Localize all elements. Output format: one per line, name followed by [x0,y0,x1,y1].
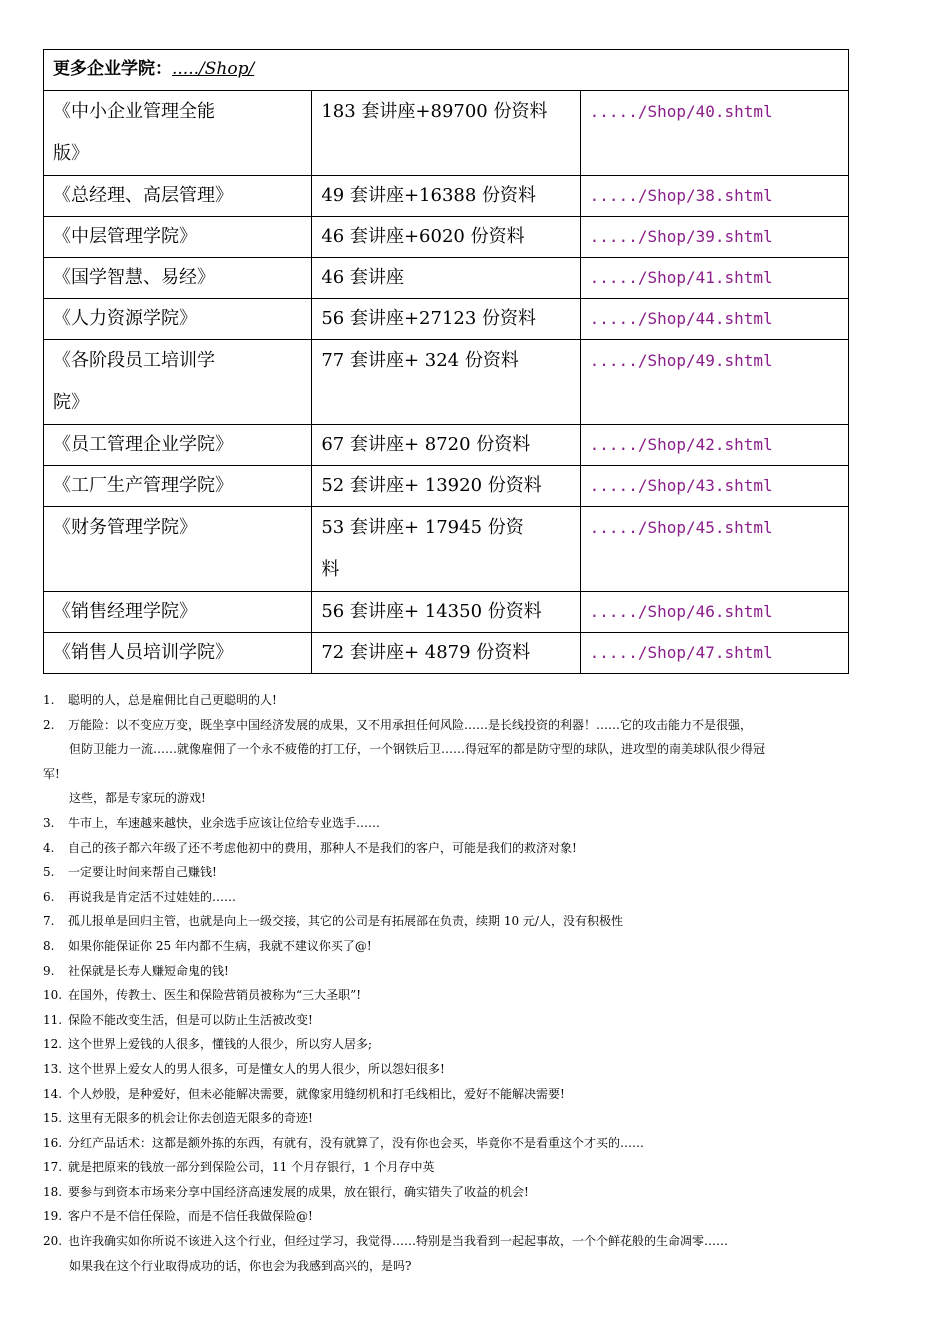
course-link[interactable]: ...../Shop/49.shtml [580,340,848,425]
course-link[interactable]: ...../Shop/40.shtml [580,91,848,176]
list-item: 12. 这个世界上爱钱的人很多，懂钱的人很少，所以穷人居多; [43,1037,373,1052]
course-count: 56 套讲座+ 14350 份资料 [312,592,580,633]
course-name: 《财务管理学院》 [44,507,312,592]
course-count: 53 套讲座+ 17945 份资 料 [312,507,580,592]
course-link[interactable]: ...../Shop/45.shtml [580,507,848,592]
list-item: 6. 再说我是肯定活不过娃娃的…… [43,889,237,904]
course-count: 67 套讲座+ 8720 份资料 [312,425,580,466]
course-link[interactable]: ...../Shop/44.shtml [580,299,848,340]
course-table [43,49,849,674]
course-name: 《国学智慧、易经》 [44,258,312,299]
course-name: 《工厂生产管理学院》 [44,466,312,507]
course-count: 56 套讲座+27123 份资料 [312,299,580,340]
table-row [44,466,849,507]
table-row [44,592,849,633]
course-count: 49 套讲座+16388 份资料 [312,176,580,217]
table-row [44,91,849,176]
list-item: 15. 这里有无限多的机会让你去创造无限多的奇迹! [43,1111,313,1126]
list-item: 5. 一定要让时间来帮自己赚钱! [43,865,217,880]
course-link[interactable]: ...../Shop/42.shtml [580,425,848,466]
list-item: 16. 分红产品话术：这都是额外拣的东西，有就有，没有就算了，没有你也会买，毕竟你不是看重这个才买的…… [43,1135,645,1150]
course-name: 《销售人员培训学院》 [44,633,312,674]
list-item: 14. 个人炒股，是种爱好，但未必能解决需要，就像家用缝纫机和打毛线相比，爱好不能解决需要! [43,1086,565,1101]
course-count: 52 套讲座+ 13920 份资料 [312,466,580,507]
table-row [44,176,849,217]
course-name: 《各阶段员工培训学 院》 [44,340,312,425]
course-count: 77 套讲座+ 324 份资料 [312,340,580,425]
list-item: 17. 就是把原来的钱放一部分到保险公司，11 个月存银行，1 个月存中英 [43,1160,435,1175]
list-item: 9. 社保就是长寿人赚短命鬼的钱! [43,963,229,978]
course-link[interactable]: ...../Shop/46.shtml [580,592,848,633]
list-item: 20. 也许我确实如你所说不该进入这个行业，但经过学习，我觉得……特别是当我看到一起起事故，一个个鲜花般的生命凋零…… 如果我在这个行业取得成功的话，你也会为我感到高兴的，是吗? [43,1234,729,1273]
list-item: 7. 孤儿报单是回归主管，也就是向上一级交接，其它的公司是有拓展部在负责，续期 10 元/人，没有积极性 [43,914,623,929]
course-link[interactable]: ...../Shop/41.shtml [580,258,848,299]
course-link[interactable]: ...../Shop/38.shtml [580,176,848,217]
course-count: 46 套讲座+6020 份资料 [312,217,580,258]
list-item: 13. 这个世界上爱女人的男人很多，可是懂女人的男人很少，所以怨妇很多! [43,1061,445,1076]
list-item: 19. 客户不是不信任保险，而是不信任我做保险@! [43,1209,313,1224]
list-item: 3. 牛市上，车速越来越快，业余选手应该让位给专业选手…… [43,815,381,830]
list-item: 10. 在国外，传教士、医生和保险营销员被称为“三大圣职”! [43,988,362,1003]
course-count: 46 套讲座 [312,258,580,299]
course-name: 《销售经理学院》 [44,592,312,633]
header-link[interactable]: ...../Shop/ [172,59,255,79]
list-item: 2. 万能险：以不变应万变，既坐享中国经济发展的成果，又不用承担任何风险……是长线投资的利器！……它的攻击能力不是很强， 但防卫能力一流……就像雇佣了一个永不疲倦的打工仔，一个钢铁后卫……得冠军的都是防守型的球队，进攻型的南美球队很少得冠 军! 这些，都是专家玩的游戏! [43,717,766,806]
list-item: 18. 要参与到资本市场来分享中国经济高速发展的成果，放在银行，确实错失了收益的机会! [43,1184,529,1199]
table-row [44,299,849,340]
header-label: 更多企业学院： [53,59,172,79]
tips-list [43,688,913,1278]
course-count: 183 套讲座+89700 份资料 [312,91,580,176]
table-header-cell [44,50,849,91]
course-name: 《总经理、高层管理》 [44,176,312,217]
table-row [44,340,849,425]
course-name: 《中小企业管理全能 版》 [44,91,312,176]
course-name: 《中层管理学院》 [44,217,312,258]
table-row [44,258,849,299]
table-row [44,217,849,258]
course-name: 《人力资源学院》 [44,299,312,340]
course-link[interactable]: ...../Shop/43.shtml [580,466,848,507]
table-header-row [44,50,849,91]
course-link[interactable]: ...../Shop/39.shtml [580,217,848,258]
course-name: 《员工管理企业学院》 [44,425,312,466]
table-row [44,633,849,674]
table-row [44,425,849,466]
list-item: 8. 如果你能保证你 25 年内都不生病，我就不建议你买了@! [43,938,372,953]
course-link[interactable]: ...../Shop/47.shtml [580,633,848,674]
list-item: 1. 聪明的人，总是雇佣比自己更聪明的人! [43,693,277,707]
table-row [44,507,849,592]
list-item: 4. 自己的孩子都六年级了还不考虑他初中的费用，那种人不是我们的客户，可能是我们的救济对象! [43,840,577,855]
list-item: 11. 保险不能改变生活，但是可以防止生活被改变! [43,1012,313,1027]
course-count: 72 套讲座+ 4879 份资料 [312,633,580,674]
